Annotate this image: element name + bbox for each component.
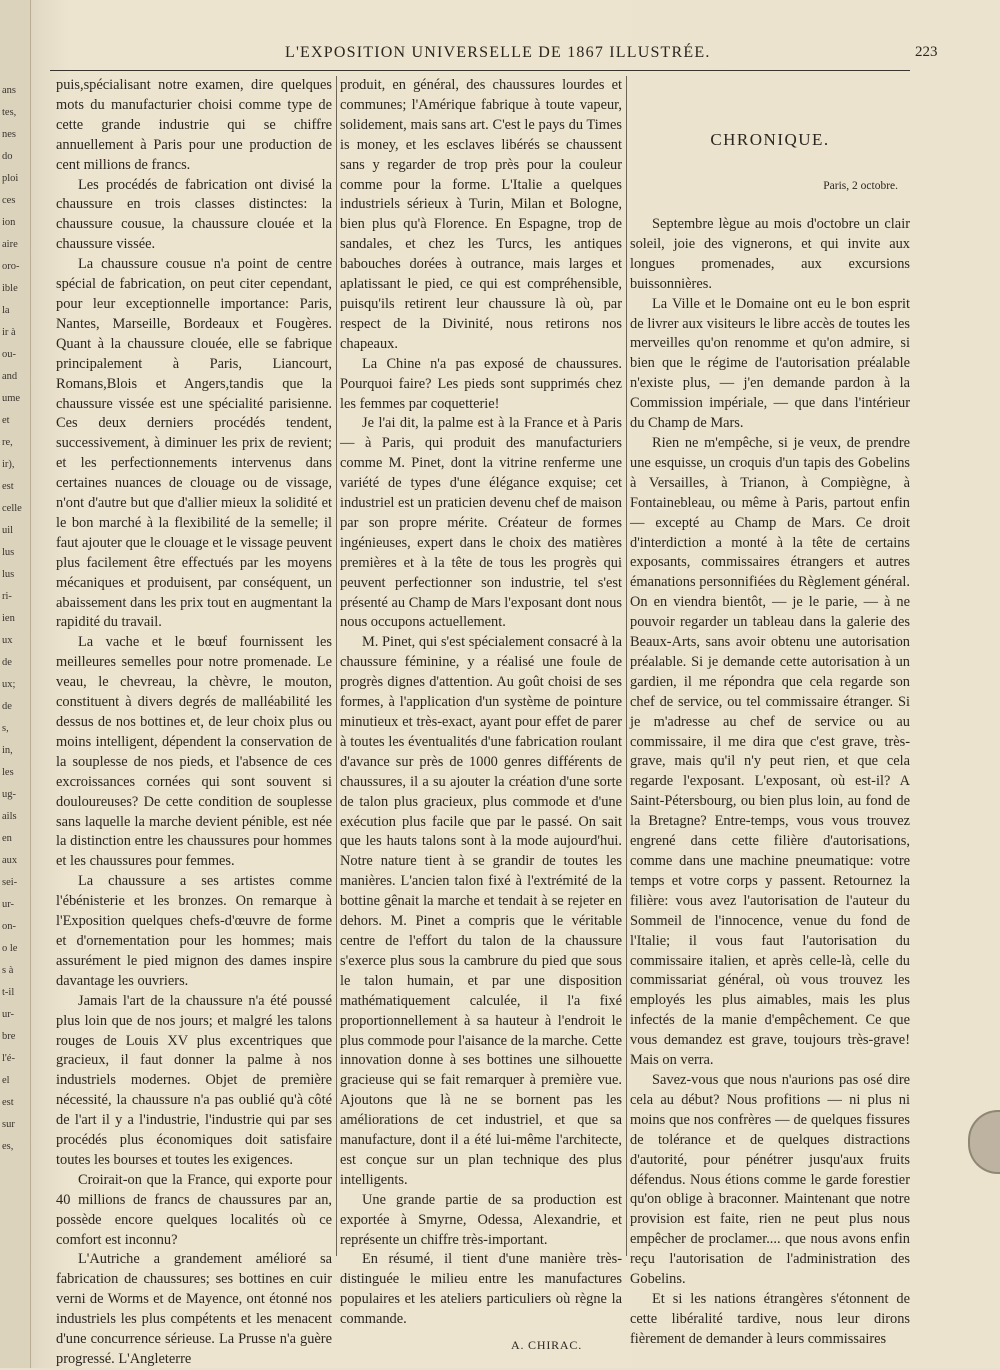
margin-fragment: nes (2, 129, 16, 140)
margin-fragment: celle (2, 503, 22, 514)
margin-fragment: on- (2, 921, 16, 932)
paragraph: Croirait-on que la France, qui exporte pour 40 millions de francs de chaussures par an, possède encore quelques localités où ce comfort est inconnu? (56, 1171, 332, 1248)
margin-fragment: ien (2, 613, 15, 624)
paragraph: puis,spécialisant notre examen, dire quelques mots du manufacturier choisi comme type de cette grande industrie qui se chiffre annuellement à Paris pour une production de cent millions de francs. (56, 77, 332, 173)
paragraph: Une grande partie de sa production est exportée à Smyrne, Odessa, Alexandrie, et représente un chiffre très-important. (340, 1191, 622, 1248)
margin-fragment: re, (2, 437, 13, 448)
paragraph: Rien ne m'empêche, si je veux, de prendre une esquisse, un croquis d'un tapis des Gobelins à Versailles, à Trianon, à Compiègne, à Fontainebleau, ou même à Paris, partout enfin — excepté au Champ de Mars. Ce droit d'interdiction a monté à la tête de certains exposants, commissaires étrangers et autres émanations personnifiées du Règlement général. On en viendra bientôt, — je le parie, — à ne pouvoir regarder un tableau dans la galerie des Beaux-Arts, sans avoir obtenu une autorisation préalable. Si je demande cette autorisation à un gardien, il me répondra que cela regarde son chef de service, ou tel commissaire étranger. Si je m'adresse au chef de service ou au commissaire, il me dira que c'est grave, très-grave, mais qu'il n'y peut rien, et que cela regarde l'exposant. L'exposant, où est-il? A Saint-Pétersbourg, ou bien plus loin, au fond de la Bretagne? Entre-temps, vous vous trouvez engrené dans cette filière d'autorisations, comme dans une machine pneumatique: votre temps et votre corps y passent. Retournez la filière: vous avez l'autorisation de l'auteur du Sommeil de l'innocence, venue du fond de l'Italie; il vous faut l'autorisation du commissaire italien, et après celle-là, celle du commissariat général, où vous trouvez les employés les plus aimables, mais les plus infectés de la manie d'empêchement. Ce que vous demandez est grave, toujours très-grave! Mais on verra. (630, 434, 910, 1069)
margin-fragment: ir), (2, 459, 15, 470)
margin-fragment: in, (2, 745, 13, 756)
margin-fragment: ion (2, 217, 16, 228)
margin-fragment: bre (2, 1031, 16, 1042)
column-divider (626, 76, 627, 1256)
margin-fragment: ails (2, 811, 17, 822)
margin-fragment: de (2, 701, 12, 712)
paragraph: Et si les nations étrangères s'étonnent de cette libéralité tardive, nous leur dirons fièrement de demander à leurs commissaires (630, 1290, 910, 1347)
paragraph: produit, en général, des chaussures lourdes et communes; l'Amérique fabrique à toute vapeur, solidement, mais sans art. C'est le pays du Times is money, et les esclaves libérés se chaussent sans y regarder de trop près pour la couleur comme pour la forme. L'Italie a quelques industriels sérieux à Turin, Milan et Bologne, bien plus qu'à Florence. En Espagne, trop de sandales, et chez les Turcs, les antiques babouches dorées à outrance, mais larges et aplatissant le pied, ce qui est compréhensible, puisqu'ils retirent leur chaussure là où, par respect de la Divinité, nous retirons nos chapeaux. (340, 77, 622, 352)
margin-fragment: es, (2, 1141, 14, 1152)
margin-fragment: o le (2, 943, 18, 954)
margin-fragment: ri- (2, 591, 12, 602)
chronique-column (630, 215, 910, 1350)
adjacent-page-margin (0, 0, 31, 1368)
article-column-1 (56, 76, 332, 1370)
column-divider (336, 76, 337, 1256)
article-column-2 (340, 76, 622, 1356)
margin-fragment: oro- (2, 261, 20, 272)
margin-fragment: ug- (2, 789, 16, 800)
margin-fragment: ux; (2, 679, 16, 690)
paragraph: La chaussure a ses artistes comme l'ébénisterie et les bronzes. On remarque à l'Exposition quelques chefs-d'œuvre de forme et d'ornementation pour les hommes; mais assurément le pied mignon des dames inspire davantage les ouvriers. (56, 873, 332, 989)
margin-fragment: t-il (2, 987, 15, 998)
page-header (30, 40, 980, 68)
margin-fragment: ans (2, 85, 16, 96)
margin-fragment: ploi (2, 173, 19, 184)
margin-fragment: ces (2, 195, 16, 206)
author-signature: A. CHIRAC. (510, 1338, 582, 1353)
margin-fragment: lus (2, 547, 15, 558)
margin-fragment: ux (2, 635, 13, 646)
margin-fragment: ur- (2, 1009, 15, 1020)
section-title: CHRONIQUE. (710, 130, 830, 149)
paragraph: La Ville et le Domaine ont eu le bon esprit de livrer aux visiteurs le libre accès de toutes les merveilles qu'on renomme et qu'on admire, si bien que le régime de l'autorisation préalable n'existe plus, — j'en demande pardon à la Commission impériale, — que dans l'intérieur du Champ de Mars. (630, 295, 910, 432)
margin-fragment: aux (2, 855, 18, 866)
paragraph: L'Autriche a grandement amélioré sa fabrication de chaussures; ses bottines en cuir verni de Worms et de Mayence, ont étonné nos industriels les plus compétents et les menacent d'une concurrence sérieuse. La Prusse n'a guère progressé. L'Angleterre (56, 1251, 332, 1367)
dateline: Paris, 2 octobre. (823, 180, 898, 192)
margin-fragment: ir à (2, 327, 16, 338)
running-title: L'EXPOSITION UNIVERSELLE DE 1867 ILLUSTRÉE. (285, 44, 711, 61)
paragraph: Je l'ai dit, la palme est à la France et à Paris — à Paris, qui produit des manufacturiers comme M. Pinet, dont la vitrine renferme une variété de types d'une élégance exquise; cet industriel est un praticien devenu chef de maison par son propre mérite. Créateur de formes ingénieuses, expert dans le choix des matières premières et à la tête de tous les progrès qui peuvent perfectionner son industrie, tel s'est présenté au Champ de Mars l'exposant dont nous nous occupons actuellement. (340, 415, 622, 631)
margin-fragment: lus (2, 569, 15, 580)
paragraph: La Chine n'a pas exposé de chaussures. Pourquoi faire? Les pieds sont supprimés chez les femmes par coquetterie! (340, 355, 622, 412)
margin-fragment: and (2, 371, 18, 382)
paragraph: M. Pinet, qui s'est spécialement consacré à la chaussure féminine, y a réalisé une foule de progrès dignes d'attention. Au goût choisi de ses formes, à l'application d'un système de pointure minutieux et très-exact, ayant pour effet de parer à toutes les éventualités d'une fabrication roulant d'avance sur près de 1000 genres différents de chaussures, il a su ajouter la création d'une sorte de talon plus gracieux, plus commode et d'une exécution plus facile que par le passé. On sait que les hauts talons sont à la mode aujourd'hui. Notre nature tient à se grandir de toutes les manières. L'ancien talon fixé à l'extrémité de la bottine gênait la marche et tendait à se rejeter en dehors. M. Pinet a compris que le véritable centre de l'effort du talon de la chaussure s'exerce plus sous la cambrure du pied que sous le talon humain, et par une disposition mathématiquement calculée, il l'a fixé proportionnellement à sa hauteur à l'endroit le plus commode pour l'aisance de la marche. Cette innovation donne à ses bottines une silhouette gracieuse qui se fait remarquer à première vue. Ajoutons que là ne se bornent pas les améliorations de cet industriel, et que sa manufacture, dont il a été lui-même l'architecte, est conçue sur un plan technique des plus intelligents. (340, 634, 622, 1188)
margin-fragment: do (2, 151, 13, 162)
margin-fragment: ou- (2, 349, 16, 360)
paragraph: Septembre lègue au mois d'octobre un clair soleil, joie des vignerons, et qui invite aux longues promenades, aux excursions buissonnières. (630, 216, 910, 292)
margin-fragment: aire (2, 239, 18, 250)
margin-fragments (0, 80, 22, 1158)
margin-fragment: et (2, 415, 10, 426)
paragraph: La vache et le bœuf fournissent les meilleures semelles pour notre promenade. Le veau, le chevreau, la chèvre, le mouton, constituent à divers degrés de malléabilité les dessus de nos bottines et, de leur choix plus ou moins intelligent, dépendent la conservation de la souplesse de nos pieds, et l'absence de ces excroissances cornées qui sont souvent si douloureuses? De cette condition de souplesse sans laquelle la marche devient pénible, est née la distinction entre les chaussures pour hommes et les chaussures pour femmes. (56, 634, 332, 870)
header-rule (50, 70, 910, 71)
margin-fragment: ume (2, 393, 21, 404)
margin-fragment: s, (2, 723, 9, 734)
margin-fragment: ur- (2, 899, 15, 910)
margin-fragment: de (2, 657, 12, 668)
margin-fragment: s à (2, 965, 14, 976)
margin-fragment: est (2, 481, 14, 492)
margin-fragment: les (2, 767, 14, 778)
paragraph: Savez-vous que nous n'aurions pas osé dire cela au début? Nous profitions — ni plus ni moins que nos confrères — de quelques fissures de tolérance et de quelques distractions d'autorité, pour pénétrer jusqu'aux fruits défendus. Nous étions comme le garde forestier qu'on oblige à braconner. Maintenant que notre provision est faite, rien ne peut plus nous empêcher de proclamer.... que nous avons enfin reçu l'autorisation de l'administration des Gobelins. (630, 1071, 910, 1288)
margin-fragment: est (2, 1097, 14, 1108)
margin-fragment: sei- (2, 877, 18, 888)
margin-fragment: sur (2, 1119, 15, 1130)
margin-fragment: uil (2, 525, 14, 536)
margin-fragment: el (2, 1075, 10, 1086)
margin-fragment: tes, (2, 107, 17, 118)
page-number: 223 (915, 44, 938, 60)
margin-fragment: en (2, 833, 12, 844)
paragraph: La chaussure cousue n'a point de centre spécial de fabrication, on peut citer cependant, pour leur exceptionnelle importance: Paris, Nantes, Marseille, Bordeaux et Fougères. Quant à la chaussure clouée, elle se fabrique principalement à Paris, Liancourt, Romans,Blois et Angers,tandis que la chaussure vissée est une spécialité parisienne. Ces deux derniers procédés tendent, successivement, à diminuer les prix de revient; et les perfectionnements intervenus dans certaines nuances de clouage ou de vissage, n'ont d'autre but que d'allier mieux la solidité et le bon marché à la flexibilité de la semelle; il faut ajouter que le clouage et le vissage peuvent plus facilement être effectués par les moyens mécaniques et produisent, par conséquent, un abaissement dans les prix tout en augmentant la rapidité du travail. (56, 256, 332, 631)
paragraph: En résumé, il tient d'une manière très-distinguée le milieu entre les manufactures populaires et les ateliers particuliers où règne la commande. (340, 1251, 622, 1328)
paragraph: Les procédés de fabrication ont divisé la chaussure en trois classes distinctes: la chaussure cousue, la chaussure clouée et la chaussure vissée. (56, 176, 332, 253)
paragraph: Jamais l'art de la chaussure n'a été poussé plus loin que de nos jours; et malgré les talons rouges de Louis XV plus excentriques que gracieux, il faut donner la palme à nos industriels modernes. Objet de première nécessité, la chaussure n'a pas oublié qu'à côté de l'art il y a l'industrie, l'industrie qui par ses procédés plus économiques doit satisfaire toutes les bourses et toutes les exigences. (56, 992, 332, 1168)
margin-fragment: ible (2, 283, 18, 294)
margin-fragment: la (2, 305, 10, 316)
margin-fragment: l'é- (2, 1053, 15, 1064)
